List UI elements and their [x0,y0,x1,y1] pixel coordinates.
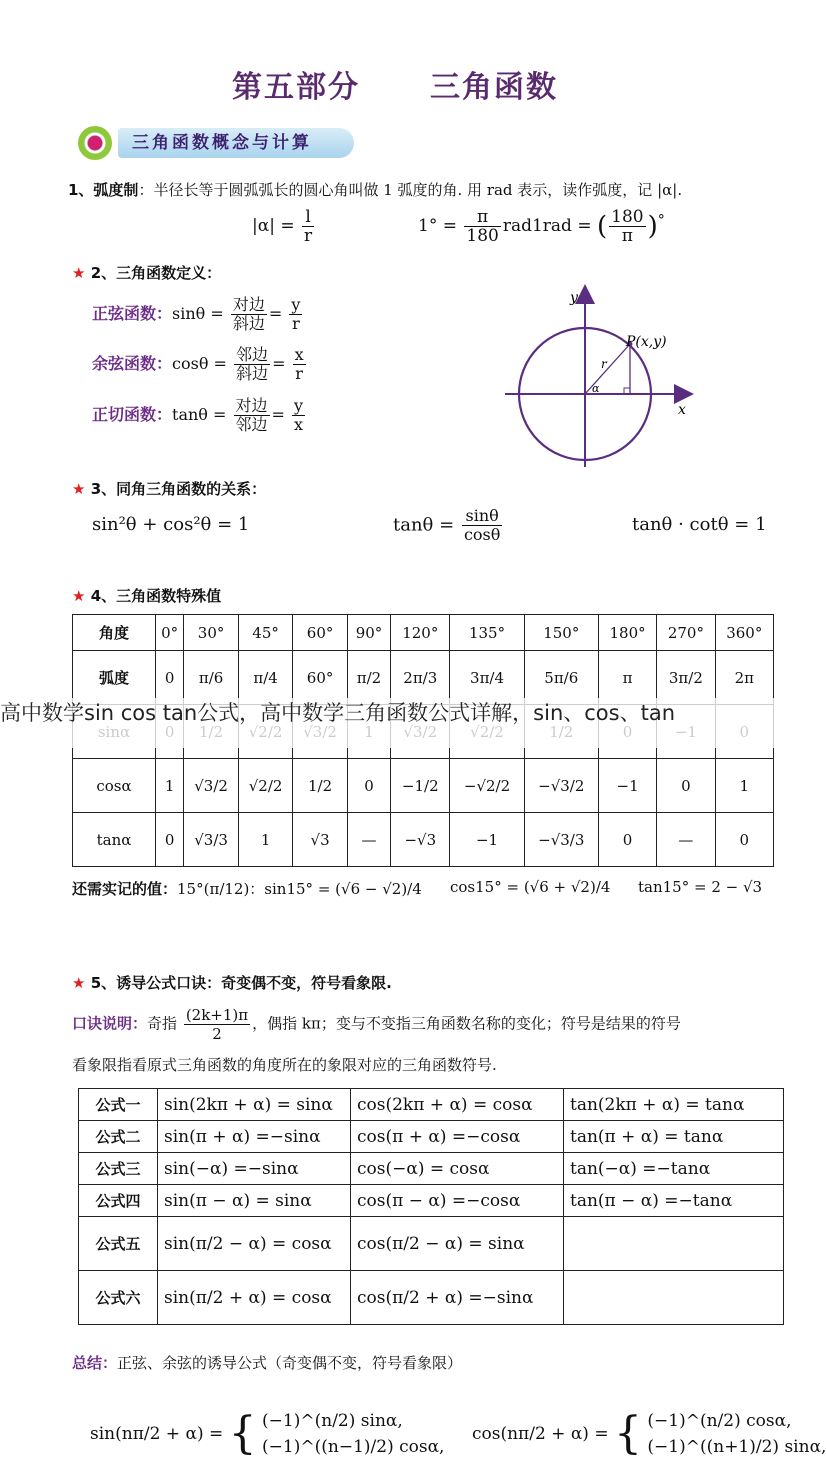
table-cell: cos(π/2 + α) =−sinα [351,1271,564,1325]
table-cell: 180° [598,615,656,651]
table-cell: −1 [598,759,656,813]
table-cell: cos(−α) = cosα [351,1153,564,1185]
sin-label: 正弦函数： [92,304,173,323]
table-cell: √3/3 [184,813,239,867]
table-cell: −√3/3 [524,813,598,867]
fraction [462,507,502,544]
numerator: (2k+1)π [185,1006,249,1024]
remember-cos15: cos15° = (√6 + √2)/4 [450,878,611,896]
summary-sin-left: sin(nπ/2 + α) = [90,1424,224,1444]
table-cell: — [657,813,715,867]
table-cell: −1 [450,813,524,867]
denominator: r [304,226,313,246]
summary-text: 正弦、余弦的诱导公式（奇变偶不变，符号看象限） [117,1354,463,1372]
mnemonic-explanation [72,1006,681,1043]
table-cell: 1 [715,759,773,813]
identity-tan-cot: tanθ · cotθ = 1 [632,514,767,535]
section3-heading [72,478,266,499]
point-label: P(x,y) [626,334,667,350]
table-cell: π/4 [238,651,293,705]
fraction [234,346,270,383]
numerator: l [302,208,314,227]
fraction [234,397,270,434]
star-icon: ★ [72,264,86,282]
table-row-tan [73,813,774,867]
bullet-ring-icon [78,126,112,160]
numerator: 180 [611,207,644,227]
cos-expr: cosθ = [172,354,227,373]
numerator: 邻边 [236,345,269,364]
table-row-rad [73,651,774,705]
tan-expr: tanθ = [172,405,227,424]
formula-left: 1° = [418,216,457,236]
table-cell: 270° [657,615,715,651]
tan-label: 正切函数： [92,405,173,424]
title-subject: 三角函数 [430,70,558,105]
summary-cos-left: cos(nπ/2 + α) = [472,1424,609,1444]
table-cell: π/2 [347,651,390,705]
y-axis-label: y [570,290,578,306]
remember-sin15: 15°(π/12)：sin15° = (√6 − √2)/4 [177,880,422,898]
remember-tan15: tan15° = 2 − √3 [638,878,763,896]
denominator: 斜边 [232,314,265,333]
brace-icon: { [614,1408,642,1459]
formula-name: 公式六 [79,1271,158,1325]
table-cell: 3π/2 [657,651,715,705]
title-part: 第五部分 [232,70,360,105]
denominator: cosθ [463,525,501,544]
cos-label: 余弦函数： [92,354,173,373]
table-cell: 360° [715,615,773,651]
table-cell: 5π/6 [524,651,598,705]
table-cell: 2π/3 [391,651,450,705]
formula-name: 公式二 [79,1121,158,1153]
summary-label: 总结： [72,1354,118,1372]
section4-label: 4、三角函数特殊值 [90,587,222,605]
numerator: y [294,396,304,415]
page-title [0,62,790,106]
table-cell: tan(π − α) =−tanα [564,1185,784,1217]
section1-label: 1、弧度制 [68,181,139,199]
denominator: π [621,226,633,246]
table-cell: tan(π + α) = tanα [564,1121,784,1153]
table-cell: 1/2 [293,759,348,813]
x-axis-label: x [678,402,686,418]
table-cell: 0° [156,615,184,651]
fraction [231,296,267,333]
section-badge [78,124,348,162]
table-cell: cos(2kπ + α) = cosα [351,1089,564,1121]
table-row-header [73,615,774,651]
table-cell: 30° [184,615,239,651]
table-cell: π/6 [184,651,239,705]
table-cell: −1/2 [391,759,450,813]
table-cell: 120° [391,615,450,651]
section1-body: ：半径长等于圆弧弧长的圆心角叫做 1 弧度的角. 用 rad 表示，读作弧度，记 |α|. [138,181,683,199]
table-cell: 1 [156,759,184,813]
summary-sin-case2: (−1)^((n−1)/2) cosα, [262,1437,445,1457]
table-cell: 角度 [73,615,156,651]
table-cell: 0 [156,651,184,705]
table-cell: tan(−α) =−tanα [564,1153,784,1185]
table-cell: 135° [450,615,524,651]
summary-sin-case1: (−1)^(n/2) sinα, [262,1411,403,1431]
table-cell: sin(π/2 + α) = cosα [158,1271,351,1325]
table-cell: cos(π − α) =−cosα [351,1185,564,1217]
formula-mid: rad1rad = [502,216,592,236]
star-icon: ★ [72,974,86,992]
formula-name: 公式五 [79,1217,158,1271]
table-row [79,1217,784,1271]
table-cell: 60° [293,651,348,705]
numerator: y [291,295,301,314]
table-cell [564,1217,784,1271]
table-cell: −√3 [391,813,450,867]
induction-formula-table [78,1088,784,1325]
section2-heading [72,262,221,283]
table-cell: cos(π/2 − α) = sinα [351,1217,564,1271]
formula-abs-alpha [252,208,316,245]
numerator: x [294,345,304,364]
table-cell: 150° [524,615,598,651]
sin-definition: 正弦函数：sinθ = $\frac{\text{对边}}{\text{斜边}}$ = $\frac{y}{r}$ [92,295,301,333]
denominator: 2 [212,1025,222,1043]
table-cell: 0 [657,759,715,813]
table-cell: 45° [238,615,293,651]
fraction [289,296,302,333]
section5-label: 5、诱导公式口诀：奇变偶不变，符号看象限. [90,974,392,992]
denominator: r [295,364,303,383]
table-cell: 0 [715,813,773,867]
explanation-text: ，偶指 kπ；变与不变指三角函数名称的变化；符号是结果的符号 [252,1014,681,1033]
row-label: cosα [73,759,156,813]
remember-values [72,878,422,899]
formula-degree-rad: 1° = $\frac{\pi}{180}$ rad1rad = ( $\frac{180}{\pi}$ )° [418,207,665,246]
table-row [79,1271,784,1325]
explanation-label: 口诀说明： [72,1014,148,1033]
numerator: 对边 [235,396,268,415]
angle-label: α [592,382,600,395]
unit-circle-diagram [500,282,700,472]
table-row-cos [73,759,774,813]
table-cell: 3π/4 [450,651,524,705]
table-cell: 1 [238,813,293,867]
cos-definition: 余弦函数：cosθ = $\frac{\text{邻边}}{\text{斜边}}$ = $\frac{x}{r}$ [92,345,304,383]
table-cell: cos(π + α) =−cosα [351,1121,564,1153]
table-cell: tan(2kπ + α) = tanα [564,1089,784,1121]
brace-icon: { [228,1408,257,1459]
section5-heading [72,972,392,993]
table-cell: sin(π − α) = sinα [158,1185,351,1217]
mnemonic-explanation-2: 看象限指看原式三角函数的角度所在的象限对应的三角函数符号. [72,1056,497,1074]
identity-tan [393,507,504,544]
remember-label: 还需实记的值： [72,880,178,898]
caption-text: 高中数学sin cos tan公式，高中数学三角函数公式详解，sin、cos、tan [0,701,676,725]
denominator: 180 [466,226,499,246]
formula-name: 公式三 [79,1153,158,1185]
radius-label: r [601,357,607,371]
denominator: r [292,314,300,333]
table-cell: sin(π/2 − α) = cosα [158,1217,351,1271]
table-cell: 60° [293,615,348,651]
section4-heading [72,585,221,606]
denominator: x [294,415,304,434]
table-cell: 90° [347,615,390,651]
summary-cos [472,1408,826,1460]
fraction [609,208,645,245]
table-cell: √3 [293,813,348,867]
table-cell: √2/2 [238,759,293,813]
table-row [79,1089,784,1121]
table-cell: √3/2 [184,759,239,813]
fraction [302,208,314,245]
row-label: 弧度 [73,651,156,705]
table-cell: 2π [715,651,773,705]
star-icon: ★ [72,480,86,498]
table-cell: 0 [156,813,184,867]
table-cell: 0 [598,813,656,867]
table-cell [564,1271,784,1325]
section2-label: 2、三角函数定义： [90,264,222,282]
numerator: π [464,208,500,227]
fraction [292,397,305,434]
star-icon: ★ [72,587,86,605]
row-label: tanα [73,813,156,867]
summary [72,1352,462,1373]
fraction [464,208,500,245]
table-cell: sin(2kπ + α) = sinα [158,1089,351,1121]
numerator: sinθ [462,507,502,526]
denominator: 邻边 [235,415,268,434]
fraction [293,346,306,383]
identity-pythagorean: sin²θ + cos²θ = 1 [92,514,250,535]
formula-name: 公式四 [79,1185,158,1217]
section3-label: 3、同角三角函数的关系： [90,480,267,498]
table-row [79,1153,784,1185]
formula-name: 公式一 [79,1089,158,1121]
summary-sin [90,1408,444,1460]
section-badge-label: 三角函数概念与计算 [118,128,354,158]
table-cell: sin(−α) =−sinα [158,1153,351,1185]
table-row [79,1121,784,1153]
tan-definition: 正切函数：tanθ = $\frac{\text{对边}}{\text{邻边}}$ = $\frac{y}{x}$ [92,396,304,434]
section1-text [68,179,682,200]
sin-expr: sinθ = [172,304,224,323]
table-cell: — [347,813,390,867]
summary-cos-case2: (−1)^((n+1)/2) sinα, [647,1437,826,1457]
table-cell: −√3/2 [524,759,598,813]
identity-tan-left: tanθ = [393,514,455,536]
denominator: 斜边 [236,364,269,383]
table-cell: π [598,651,656,705]
summary-cos-case1: (−1)^(n/2) cosα, [647,1411,792,1431]
fraction [184,1006,250,1043]
table-row [79,1185,784,1217]
table-cell: sin(π + α) =−sinα [158,1121,351,1153]
table-cell: 0 [347,759,390,813]
numerator: 对边 [232,295,265,314]
table-cell: −√2/2 [450,759,524,813]
explanation-text: 奇指 [147,1014,178,1033]
formula-left: |α| = [252,216,295,236]
